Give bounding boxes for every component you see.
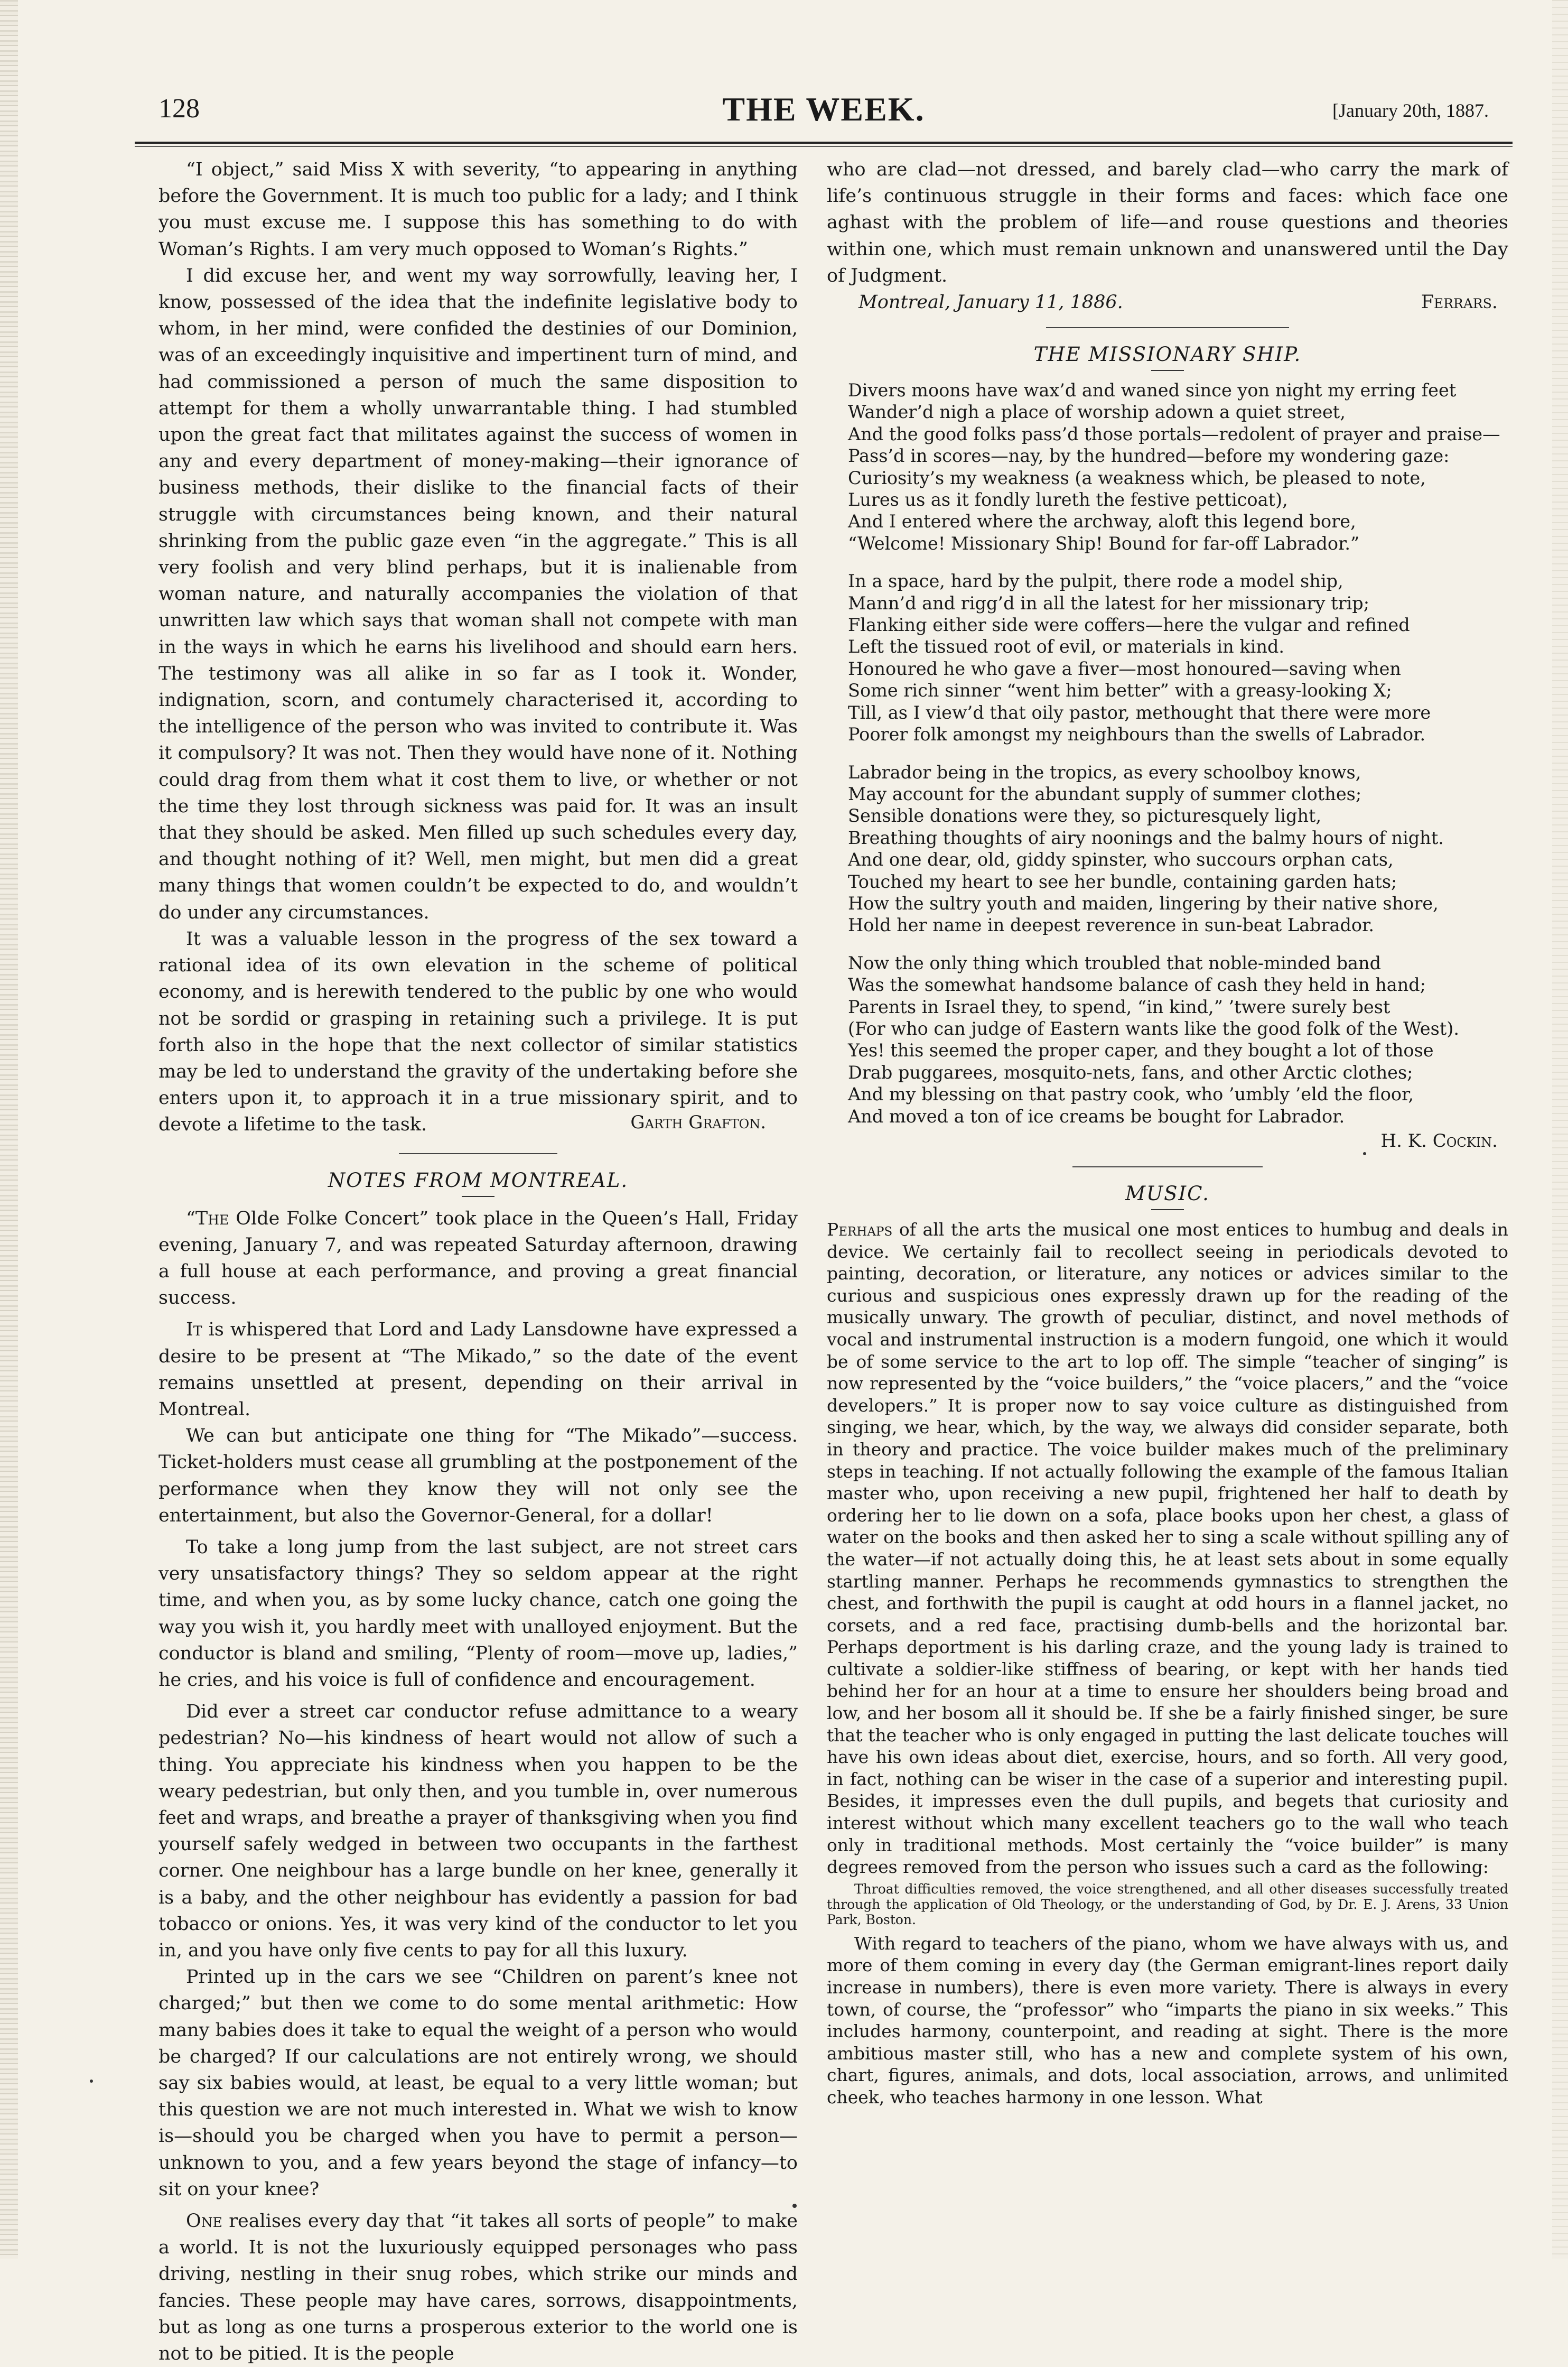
- section-heading: MUSIC.: [1125, 1182, 1210, 1205]
- poem-line: Divers moons have wax’d and waned since yon night my erring feet: [848, 380, 1457, 401]
- poem-line: Hold her name in deepest reverence in sun-beat Labrador.: [848, 915, 1375, 936]
- poem-line: Labrador being in the tropics, as every schoolboy knows,: [848, 762, 1361, 783]
- notes-paragraph: Did ever a street car conductor refuse admittance to a weary pedestrian? No—his kindness of heart would not allow of such a thing. You appreciate his kindness when you happen to be the weary pedestrian, but only then, and you tumble in, over numerous feet and wraps, and breathe a prayer of thanksgiving when you find yourself safely wedged in between two occupants in the farthest corner. One neighbour has a large bundle on her knee, generally it is a baby, and the other neighbour has evidently a passion for bad tobacco or onions. Yes, it was very kind of the conductor to let you in, and you have only five cents to pay for all this luxury.: [158, 1701, 798, 1961]
- poem-line: And my blessing on that pastry cook, who ’umbly ’eld the floor,: [848, 1084, 1414, 1105]
- article-continuation: who are clad—not dressed, and barely clad—who carry the mark of life’s continuous struggle in their forms and faces: which face one aghast with the problem of life—and rouse questions and theories within one, which must remain unknown and unanswered until the Day of Judgment.: [827, 159, 1508, 286]
- music-paragraph: With regard to teachers of the piano, whom we have always with us, and more of them coming in every day (the German emigrant-lines report daily increase in numbers), there is even more variety. There is always in every town, of course, the “professor” who “imparts the piano in six weeks.” This includes harmony, counterpoint, and reading at sight. There is the more ambitious master still, who has a new and complete system of his own, chart, figures, animals, and dots, local association, arrows, and unlimited cheek, who teaches harmony in one lesson. What: [827, 1933, 1508, 2108]
- section-separator: [399, 1153, 557, 1154]
- poem: [827, 379, 1508, 1127]
- print-speck: [792, 2204, 797, 2208]
- page-number: 128: [158, 94, 200, 124]
- poem-line: And the good folks pass’d those portals—redolent of prayer and praise—: [848, 423, 1500, 444]
- poem-line: Mann’d and rigg’d in all the latest for her missionary trip;: [848, 592, 1370, 614]
- page-edge: [1552, 0, 1568, 2259]
- poem-line: Till, as I view’d that oily pastor, methought that there were more: [848, 702, 1431, 723]
- masthead: [158, 90, 1489, 132]
- poem-line: How the sultry youth and maiden, lingering by their native shore,: [848, 893, 1439, 914]
- poem-line: And one dear, old, giddy spinster, who succours orphan cats,: [848, 849, 1394, 870]
- poem-line: Was the somewhat handsome balance of cash they held in hand;: [848, 974, 1426, 996]
- poem-line: Pass’d in scores—nay, by the hundred—before my wondering gaze:: [848, 445, 1450, 467]
- article-paragraph: I did excuse her, and went my way sorrowfully, leaving her, I know, possessed of the idea that the indefinite legislative body to whom, in her mind, were confided the destinies of our Dominion, was of an exceedingly inquisitive and impertinent turn of mind, and had commissioned a person of much the same disposition to attempt for them a wholly unwarrantable thing. I had stumbled upon the great fact that militates against the success of women in any and every department of money-making—their ignorance of business methods, their dislike to the financial facts of their struggle with circumstances being known, and their natural shrinking from the public gaze even “in the aggregate.” This is all very foolish and very blind perhaps, but it is inalienable from woman nature, and naturally accompanies the violation of that unwritten law which says that woman shall not compete with man in the ways in which he earns his livelihood and should earn hers. The testimony was all alike in so far as I took it. Wonder, indignation, scorn, and contumely characterised it, according to the intelligence of the person who was invited to contribute it. Was it compulsory? It was not. Then they would have none of it. Nothing could drag from them what it cost them to live, or whether or not the time they lost through sickness was paid for. It was an insult that they should be asked. Men filled up such schedules every day, and thought nothing of it? Well, men might, but men did a great many things that women couldn’t be expected to do, and wouldn’t do under any circumstances.: [158, 265, 798, 923]
- poem-line: Touched my heart to see her bundle, containing garden hats;: [848, 871, 1397, 892]
- section-separator: [1072, 1166, 1263, 1167]
- poem-title: THE MISSIONARY SHIP.: [1033, 343, 1302, 366]
- poem-stanza: [848, 762, 1508, 936]
- header-rule-thin: [135, 146, 1513, 147]
- poem-line: Wander’d nigh a place of worship adown a quiet street,: [848, 402, 1346, 423]
- binding-edge: [0, 0, 18, 2259]
- section-heading: NOTES FROM MONTREAL.: [328, 1168, 629, 1192]
- poem-line: Flanking either side were coffers—here the vulgar and refined: [848, 615, 1410, 636]
- article-paragraph: “I object,” said Miss X with severity, “to appearing in anything before the Government. It is much too public for a lady; and I think you must excuse me. I suppose this has something to do with Woman’s Rights. I am very much opposed to Woman’s Rights.”: [158, 159, 798, 260]
- music-paragraph: Perhaps of all the arts the musical one most entices to humbug and deals in device. We certainly fail to recollect seeing in periodicals devoted to painting, decoration, or literature, any notices or advices similar to the curious and suspicious ones expressly drawn up for the reading of the musically unwary. The growth of peculiar, distinct, and novel methods of vocal and instrumental instruction is a modern fungoid, one which it would be of some service to the art to lop off. The simple “teacher of singing” is now represented by the “voice builders,” the “voice placers,” and the “voice developers.” It is proper now to say voice culture as distinguished from singing, we hear, which, by the way, we always did consider separate, both in theory and practice. The voice builder makes much of the preliminary steps in teaching. If not actually following the example of the famous Italian master who, upon receiving a new pupil, frightened her half to death by ordering her to lie down on a sofa, place books upon her chest, a glass of water on the books and then asked her to sing a scale without spilling any of the water—if not actually doing this, he at least sets about in some equally startling manner. Perhaps he recommends gymnastics to strengthen the chest, and forthwith the pupil is caught at odd hours in a flannel jacket, no corsets, and a red face, practising dumb-bells and the horizontal bar. Perhaps deportment is his darling craze, and the young lady is trained to cultivate a soldier-like stiffness of bearing, or kept with her hands tied behind her for an hour at a time to ensure her shoulders being broad and low, and her bosom all it should be. If she be a fairly finished singer, be sure that the teacher who is only engaged in putting the last delicate touches will have his own ideas about diet, exercise, hours, and so forth. All very good, in fact, nothing can be wiser in the case of a superior and interesting pupil. Besides, it impresses even the dull pupils, and begets that curiosity and interest without which many excellent teachers go to the wall who teach only in traditional methods. Most certainly the “voice builder” is many degrees removed from the person who issues such a card as the following:: [827, 1219, 1508, 1878]
- article-signature: Garth Grafton.: [630, 1111, 766, 1133]
- poem-line: Left the tissued root of evil, or materials in kind.: [848, 636, 1285, 657]
- heading-rule: [1151, 370, 1184, 371]
- header-rule: [135, 142, 1513, 144]
- poem-line: Some rich sinner “went him better” with a greasy-looking X;: [848, 680, 1392, 701]
- poem-line: Drab puggarees, mosquito-nets, fans, and other Arctic clothes;: [848, 1062, 1413, 1083]
- publication-title: THE WEEK.: [722, 90, 925, 128]
- print-speck: [90, 2080, 93, 2083]
- poem-stanza: [848, 952, 1508, 1127]
- poem-line: Parents in Israel they, to spend, “in kind,” ’twere surely best: [848, 996, 1390, 1017]
- dateline-place: Montreal, January 11, 1886.: [858, 292, 1123, 313]
- notes-paragraph: We can but anticipate one thing for “The Mikado”—success. Ticket-holders must cease all grumbling at the postponement of the performance when they know they will not only see the entertainment, but also the Governor-General, for a dollar!: [158, 1425, 798, 1526]
- poem-line: In a space, hard by the pulpit, there rode a model ship,: [848, 571, 1343, 592]
- poem-line: And I entered where the archway, aloft this legend bore,: [848, 511, 1356, 532]
- poem-line: Breathing thoughts of airy noonings and the balmy hours of night.: [848, 827, 1444, 848]
- poem-line: (For who can judge of Eastern wants like the good folk of the West).: [848, 1018, 1459, 1039]
- issue-date: [January 20th, 1887.: [1332, 100, 1489, 121]
- poem-line: Yes! this seemed the proper caper, and they bought a lot of those: [848, 1040, 1434, 1061]
- heading-rule: [462, 1196, 494, 1197]
- notes-paragraph: Printed up in the cars we see “Children on parent’s knee not charged;” but then we come to do some mental arithmetic: How many babies does it take to equal the weight of a person who would be charged? If our calculations are not entirely wrong, we should say six babies would, at least, be equal to a very little woman; but this question we are not much interested in. What we wish to know is—should you be charged when you have to permit a person—unknown to you, and a few years beyond the stage of infancy—to sit on your knee?: [158, 1966, 798, 2200]
- poem-line: Curiosity’s my weakness (a weakness which, be pleased to note,: [848, 467, 1426, 488]
- article-paragraph: It was a valuable lesson in the progress of the sex toward a rational idea of its own elevation in the scheme of political economy, and is herewith tendered to the public by one who would not be sordid or grasping in retaining such a privilege. It is put forth also in the hope that the next collector of similar statistics may be led to understand the gravity of the undertaking before she enters upon it, to approach it in a true missionary spirit, and to devote a lifetime to the task.: [158, 928, 798, 1136]
- poem-stanza: [848, 570, 1508, 745]
- poem-line: Sensible donations were they, so picturesquely light,: [848, 805, 1322, 827]
- author-name: Ferrars.: [1421, 292, 1498, 313]
- notes-paragraph: “The Olde Folke Concert” took place in the Queen’s Hall, Friday evening, January 7, and was repeated Saturday afternoon, drawing a full house at each performance, and proving a great financial success.: [158, 1208, 798, 1309]
- quoted-card: Throat difficulties removed, the voice strengthened, and all other diseases successfully treated through the application of Old Theology, or the understanding of God, by Dr. E. J. Arens, 33 Union Park, Boston.: [827, 1881, 1508, 1927]
- dateline: [827, 289, 1508, 315]
- poem-line: May account for the abundant supply of summer clothes;: [848, 783, 1362, 804]
- poem-line: And moved a ton of ice creams be bought for Labrador.: [848, 1106, 1345, 1127]
- left-column: [158, 156, 798, 2367]
- poem-stanza: [848, 379, 1508, 554]
- notes-paragraph: It is whispered that Lord and Lady Lansdowne have expressed a desire to be present at “The Mikado,” so the date of the event remains unsettled at present, depending on their arrival in Montreal.: [158, 1319, 798, 1420]
- music-article: [827, 1219, 1508, 2109]
- right-column: [827, 156, 1508, 2109]
- poem-line: Lures us as it fondly lureth the festive petticoat),: [848, 489, 1288, 510]
- notes-paragraph: To take a long jump from the last subject, are not street cars very unsatisfactory things? They so seldom appear at the right time, and when you, as by some lucky chance, catch one going the way you wish it, you hardly meet with unalloyed enjoyment. But the conductor is bland and smiling, “Plenty of room—move up, ladies,” he cries, and his voice is full of confidence and encouragement.: [158, 1536, 798, 1691]
- heading-rule: [1151, 1209, 1184, 1210]
- poem-signature: H. K. Cockin.: [1380, 1130, 1498, 1152]
- section-separator: [1046, 327, 1289, 328]
- notes-paragraph: One realises every day that “it takes all sorts of people” to make a world. It is not the luxuriously equipped personages who pass driving, nestling in their snug robes, which strike our minds and fancies. These people may have cares, sorrows, disappointments, but as long as one turns a prosperous exterior to the world one is not to be pitied. It is the people: [158, 2211, 798, 2365]
- poem-line: Now the only thing which troubled that noble-minded band: [848, 952, 1382, 973]
- poem-line: “Welcome! Missionary Ship! Bound for far-off Labrador.”: [848, 533, 1360, 554]
- poem-line: Poorer folk amongst my neighbours than the swells of Labrador.: [848, 724, 1426, 745]
- poem-line: Honoured he who gave a fiver—most honoured—saving when: [848, 658, 1402, 679]
- print-speck: [1363, 1152, 1366, 1155]
